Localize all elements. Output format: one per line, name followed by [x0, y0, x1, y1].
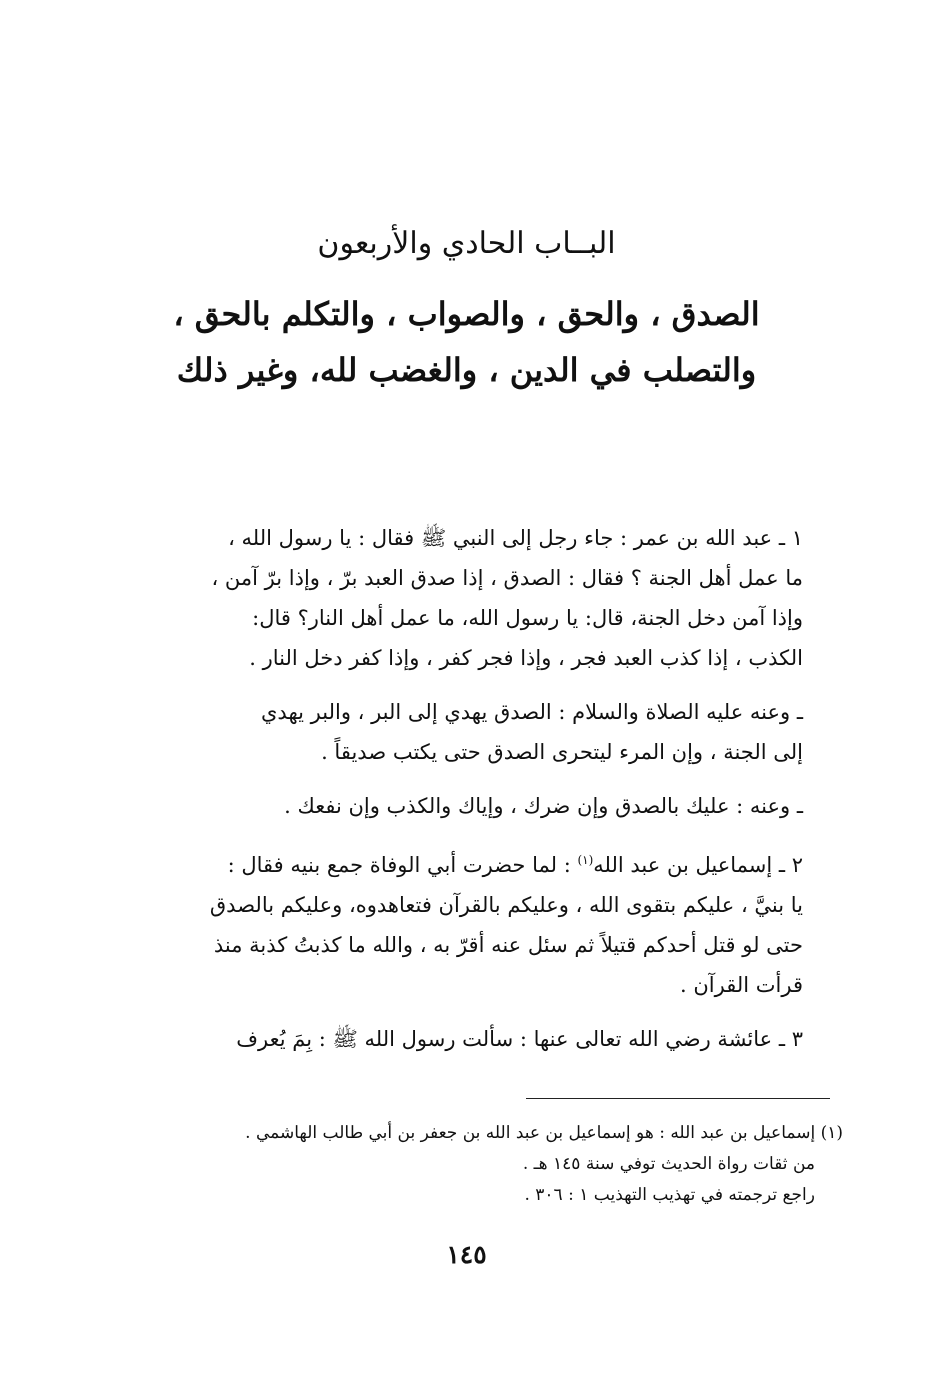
paragraph: [130, 1019, 803, 1059]
text-line: الكذب ، إذا كذب العبد فجر ، وإذا فجر كفر ، وإذا كفر دخل النار .: [249, 646, 803, 670]
text-line: حتى لو قتل أحدكم قتيلاً ثم سئل عنه أقرّ به ، والله ما كذبتُ كذبة منذ: [213, 933, 803, 957]
footnotes: [120, 1118, 843, 1211]
body-text: [130, 518, 803, 1073]
paragraph: [130, 518, 803, 678]
chapter-title: [150, 286, 783, 398]
text-line: ٣ ـ عائشة رضي الله تعالى عنها : سألت رسول الله ﷺ : بِمَ يُعرف: [236, 1027, 803, 1051]
text-line: ـ وعنه : عليك بالصدق وإن ضرك ، وإياك والكذب وإن نفعك .: [284, 794, 803, 818]
text-line: وإذا آمن دخل الجنة، قال: يا رسول الله، ما عمل أهل النار؟ قال:: [252, 606, 803, 630]
text-line: [130, 840, 803, 885]
paragraph: [130, 786, 803, 826]
text-segment: ٢ ـ إسماعيل بن عبد الله: [593, 853, 803, 877]
footnote-line: من ثقات رواة الحديث توفي سنة ١٤٥ هـ .: [522, 1154, 815, 1174]
footnote-line: راجع ترجمته في تهذيب التهذيب ١ : ٣٠٦ .: [524, 1185, 815, 1205]
title-line: الصدق ، والحق ، والصواب ، والتكلم بالحق ،: [173, 295, 760, 333]
paragraph: [130, 692, 803, 772]
text-segment: : لما حضرت أبي الوفاة جمع بنيه فقال :: [227, 853, 578, 877]
text-line: إلى الجنة ، وإن المرء ليتحرى الصدق حتى يكتب صديقاً .: [321, 740, 803, 764]
footnote-divider: [526, 1098, 830, 1099]
text-line: ١ ـ عبد الله بن عمر : جاء رجل إلى النبي ﷺ فقال : يا رسول الله ،: [228, 526, 803, 550]
text-line: ـ وعنه عليه الصلاة والسلام : الصدق يهدي إلى البر ، والبر يهدي: [261, 700, 803, 724]
paragraph: [130, 840, 803, 1005]
title-line: والتصلب في الدين ، والغضب لله، وغير ذلك: [176, 351, 757, 389]
footnote-line: (١) إسماعيل بن عبد الله : هو إسماعيل بن عبد الله بن جعفر بن أبي طالب الهاشمي .: [245, 1123, 843, 1143]
chapter-heading: البــاب الحادي والأربعون: [317, 226, 616, 261]
page-number: ١٤٥: [446, 1240, 487, 1269]
text-line: ما عمل أهل الجنة ؟ فقال : الصدق ، إذا صدق العبد برّ ، وإذا برّ آمن ،: [211, 566, 803, 590]
text-line: قرأت القرآن .: [680, 973, 803, 997]
footnote-marker[interactable]: (١): [577, 853, 594, 867]
text-line: يا بنيَّ ، عليكم بتقوى الله ، وعليكم بالقرآن فتعاهدوه، وعليكم بالصدق: [209, 893, 803, 917]
